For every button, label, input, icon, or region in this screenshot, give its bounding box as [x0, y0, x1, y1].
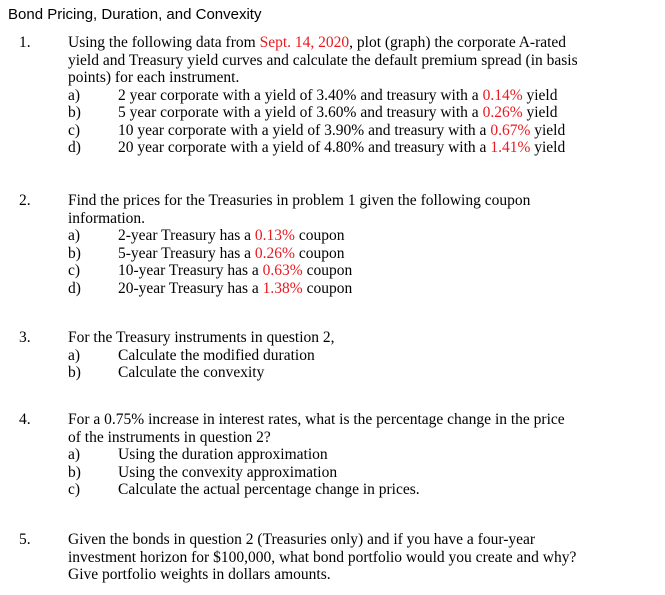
sub-item-list — [68, 227, 658, 297]
sub-item — [68, 139, 658, 157]
sub-item-text — [118, 245, 344, 263]
sub-item-text — [118, 262, 352, 280]
sub-item — [68, 364, 658, 382]
text-run: 2 year corporate with a yield of 3.40% and treasury with a — [118, 86, 483, 104]
sub-item — [68, 262, 658, 280]
text-run: coupon — [302, 279, 353, 297]
sub-item-letter: c) — [68, 481, 81, 498]
sub-item-letter: a) — [68, 446, 81, 463]
sub-item-text — [118, 227, 344, 245]
sub-item-letter: b) — [68, 244, 81, 262]
highlighted-value: 1.38% — [262, 279, 303, 297]
highlighted-value: 0.13% — [254, 227, 295, 244]
sub-item — [68, 87, 658, 105]
text-run: yield — [530, 139, 566, 156]
question-line: points) for each instrument. — [68, 69, 240, 86]
text-run: yield — [530, 121, 566, 139]
question-number: 5. — [19, 531, 31, 548]
sub-item-text — [118, 280, 352, 298]
sub-item-text: Calculate the convexity — [118, 364, 265, 381]
sub-item-text — [118, 87, 557, 105]
sub-item-list — [68, 446, 658, 499]
question-line: Give portfolio weights in dollars amounts. — [68, 566, 331, 583]
sub-item-list — [68, 87, 658, 157]
question-line: of the instruments in question 2? — [68, 428, 271, 446]
question-line: Given the bonds in question 2 (Treasuries only) and if you have a four-year — [68, 531, 536, 548]
highlighted-date: Sept. 14, 2020 — [259, 34, 350, 51]
text-run: coupon — [294, 244, 345, 262]
sub-item-letter: b) — [68, 364, 81, 381]
highlighted-value: 1.41% — [490, 139, 531, 156]
text-run: coupon — [302, 262, 353, 279]
sub-item — [68, 481, 658, 499]
sub-item-letter: d) — [68, 279, 81, 297]
question-line: yield and Treasury yield curves and calculate the default premium spread (in basis — [68, 51, 578, 69]
question-body — [68, 34, 658, 157]
sub-item — [68, 122, 658, 140]
question-number: 1. — [19, 34, 31, 51]
question-line: Find the prices for the Treasuries in problem 1 given the following coupon — [68, 192, 531, 209]
sub-item-letter: d) — [68, 139, 81, 156]
sub-item — [68, 347, 658, 365]
sub-item-letter: a) — [68, 86, 81, 104]
highlighted-value: 0.63% — [262, 262, 303, 279]
sub-item-text — [118, 122, 565, 140]
question-line: investment horizon for $100,000, what bond portfolio would you create and why? — [68, 548, 577, 566]
highlighted-value: 0.67% — [490, 121, 531, 139]
question-number: 2. — [19, 192, 31, 209]
text-run: yield — [522, 104, 558, 121]
text-run: yield — [522, 86, 558, 104]
sub-item — [68, 280, 658, 298]
sub-item — [68, 446, 658, 464]
sub-item-text — [118, 139, 565, 157]
highlighted-value: 0.26% — [482, 104, 523, 121]
question-number: 3. — [19, 329, 31, 346]
page-title: Bond Pricing, Duration, and Convexity — [8, 6, 262, 23]
sub-item-letter: a) — [68, 346, 81, 364]
text-run: 20-year Treasury has a — [118, 279, 263, 297]
sub-item-text — [118, 104, 557, 122]
highlighted-value: 0.26% — [254, 244, 295, 262]
sub-item-letter: b) — [68, 104, 81, 121]
sub-item-letter: b) — [68, 463, 81, 481]
question-line: information. — [68, 209, 146, 227]
text-run: coupon — [294, 227, 345, 244]
sub-item-text: Using the duration approximation — [118, 446, 328, 463]
text-run: 20 year corporate with a yield of 4.80% and treasury with a — [118, 139, 491, 156]
text-run: 10 year corporate with a yield of 3.90% and treasury with a — [118, 121, 491, 139]
sub-item-text: Calculate the modified duration — [118, 346, 315, 364]
question-line: For the Treasury instruments in question 2, — [68, 329, 335, 346]
text-run: 5-year Treasury has a — [118, 244, 255, 262]
text-run: Using the following data from — [68, 34, 260, 51]
question-line — [68, 34, 658, 52]
question-body — [68, 329, 658, 382]
text-run: 2-year Treasury has a — [118, 227, 255, 244]
question-line: For a 0.75% increase in interest rates, what is the percentage change in the price — [68, 411, 565, 428]
sub-item-text: Using the convexity approximation — [118, 463, 338, 481]
sub-item-letter: c) — [68, 262, 81, 279]
question-body — [68, 411, 658, 499]
sub-item — [68, 104, 658, 122]
sub-item-list — [68, 347, 658, 382]
sub-item — [68, 227, 658, 245]
highlighted-value: 0.14% — [482, 86, 523, 104]
text-run: 10-year Treasury has a — [118, 262, 263, 279]
question-number: 4. — [19, 411, 31, 428]
text-run: 5 year corporate with a yield of 3.60% and treasury with a — [118, 104, 483, 121]
text-run: , plot (graph) the corporate A-rated — [349, 34, 567, 51]
sub-item — [68, 464, 658, 482]
question-body — [68, 531, 658, 584]
sub-item-letter: a) — [68, 227, 81, 244]
question-body — [68, 192, 658, 297]
sub-item-text: Calculate the actual percentage change in prices. — [118, 481, 420, 498]
sub-item-letter: c) — [68, 121, 81, 139]
sub-item — [68, 245, 658, 263]
